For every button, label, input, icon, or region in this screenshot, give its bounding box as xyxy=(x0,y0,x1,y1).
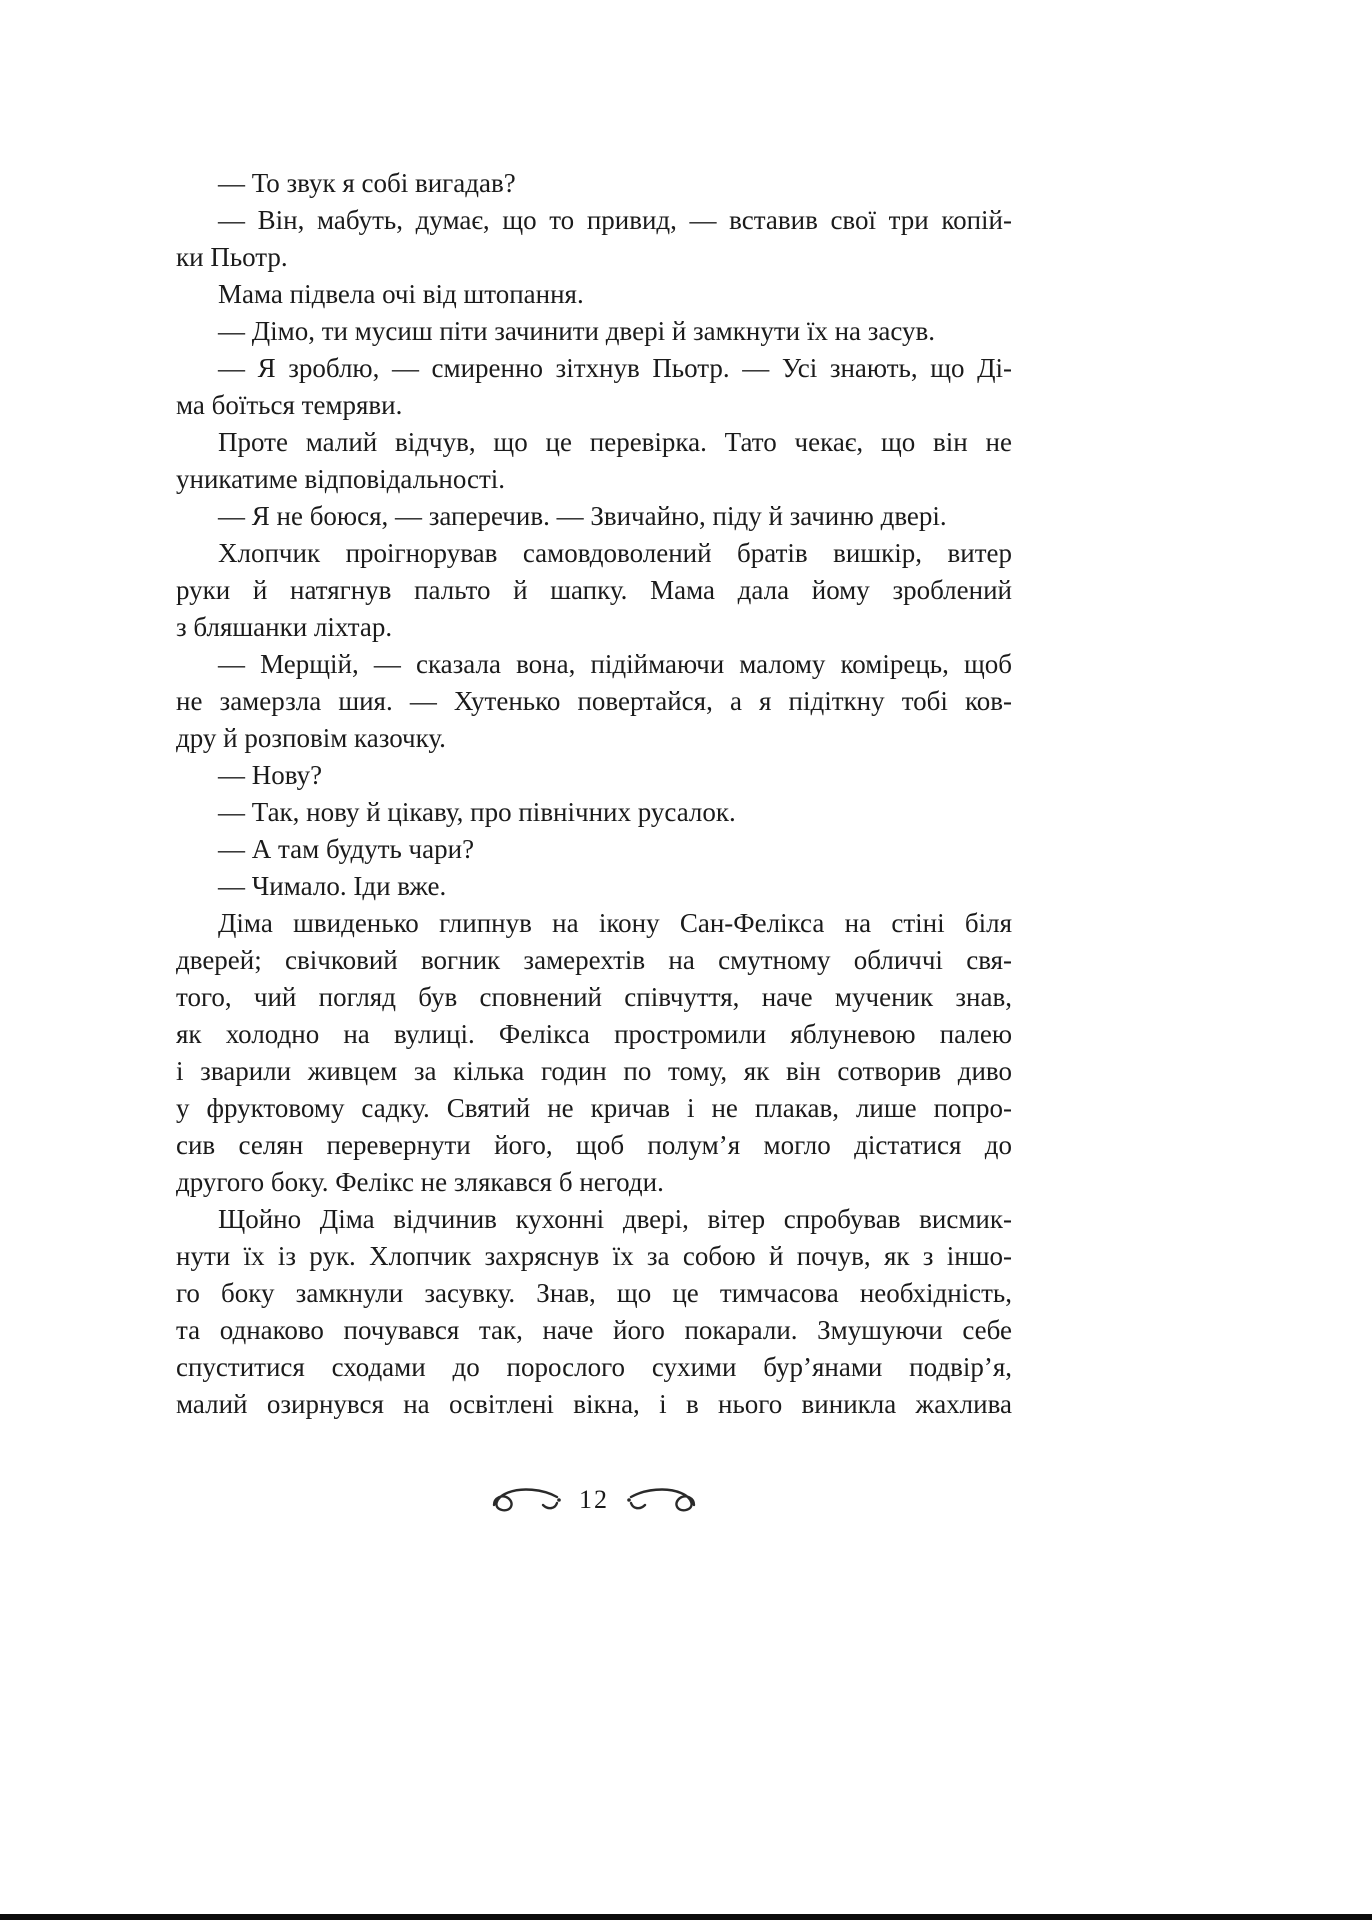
paragraph xyxy=(176,535,1012,646)
paragraph xyxy=(176,424,1012,498)
paragraph xyxy=(176,757,1012,794)
page-bottom-edge xyxy=(0,1914,1372,1920)
text-line: Проте малий відчув, що це перевірка. Тато чекає, що він не xyxy=(218,427,1012,457)
paragraph xyxy=(176,1201,1012,1423)
text-line: уникатиме відповідальності. xyxy=(176,464,506,494)
paragraph xyxy=(176,165,1012,202)
text-line: сив селян перевернути його, щоб полум’я могло дістатися до xyxy=(176,1130,1012,1160)
text-line: дру й розповім казочку. xyxy=(176,723,446,753)
text-line: та однаково почувався так, наче його покарали. Змушуючи себе xyxy=(176,1315,1012,1345)
text-line: — Я не боюся, — заперечив. — Звичайно, піду й зачиню двері. xyxy=(218,501,947,531)
flourish-right-icon xyxy=(627,1485,703,1515)
text-line: нути їх із рук. Хлопчик захряснув їх за собою й почув, як з іншо- xyxy=(176,1241,1012,1271)
text-line: як холодно на вулиці. Фелікса простромили яблуневою палею xyxy=(176,1019,1012,1049)
text-line: — А там будуть чари? xyxy=(218,834,475,864)
paragraph xyxy=(176,831,1012,868)
paragraph xyxy=(176,350,1012,424)
paragraph xyxy=(176,202,1012,276)
text-line: не замерзла шия. — Хутенько повертайся, а я підіткну тобі ков- xyxy=(176,686,1012,716)
text-line: Хлопчик проігнорував самовдоволений братів вишкір, витер xyxy=(218,538,1012,568)
text-line: — Мерщій, — сказала вона, підіймаючи малому комірець, щоб xyxy=(218,649,1012,679)
paragraph xyxy=(176,794,1012,831)
paragraph xyxy=(176,313,1012,350)
page-text-block xyxy=(176,165,1012,1515)
text-line: дверей; свічковий вогник замерехтів на смутному обличчі свя- xyxy=(176,945,1012,975)
text-line: — Нову? xyxy=(218,760,323,790)
paragraph xyxy=(176,646,1012,757)
text-line: у фруктовому садку. Святий не кричав і не плакав, лише попро- xyxy=(176,1093,1012,1123)
text-line: спуститися сходами до порослого сухими бур’янами подвір’я, xyxy=(176,1352,1012,1382)
text-line: руки й натягнув пальто й шапку. Мама дала йому зроблений xyxy=(176,575,1012,605)
flourish-left-icon xyxy=(485,1485,561,1515)
text-line: малий озирнувся на освітлені вікна, і в нього виникла жахлива xyxy=(176,1389,1012,1419)
paragraph xyxy=(176,276,1012,313)
text-line: — Дімо, ти мусиш піти зачинити двері й замкнути їх на засув. xyxy=(218,316,936,346)
page-number: 12 xyxy=(579,1485,609,1514)
text-line: ма боїться темряви. xyxy=(176,390,403,420)
paragraph xyxy=(176,498,1012,535)
page-footer xyxy=(176,1485,1012,1515)
text-line: Щойно Діма відчинив кухонні двері, вітер спробував висмик- xyxy=(218,1204,1012,1234)
text-line: і зварили живцем за кілька годин по тому, як він сотворив диво xyxy=(176,1056,1012,1086)
text-line: з бляшанки ліхтар. xyxy=(176,612,393,642)
paragraph xyxy=(176,905,1012,1201)
text-line: Мама підвела очі від штопання. xyxy=(218,279,584,309)
text-line: — То звук я собі вигадав? xyxy=(218,168,516,198)
text-line: Діма швиденько глипнув на ікону Сан-Фелікса на стіні біля xyxy=(218,908,1012,938)
text-line: — Чимало. Іди вже. xyxy=(218,871,447,901)
paragraph xyxy=(176,868,1012,905)
text-line: другого боку. Фелікс не злякався б негоди. xyxy=(176,1167,664,1197)
text-line: — Так, нову й цікаву, про північних русалок. xyxy=(218,797,736,827)
text-line: ки Пьотр. xyxy=(176,242,288,272)
text-line: того, чий погляд був сповнений співчуття, наче мученик знав, xyxy=(176,982,1012,1012)
text-line: — Він, мабуть, думає, що то привид, — вставив свої три копій- xyxy=(218,205,1012,235)
text-line: — Я зроблю, — смиренно зітхнув Пьотр. — Усі знають, що Ді- xyxy=(218,353,1012,383)
body-text xyxy=(176,165,1012,1423)
text-line: го боку замкнули засувку. Знав, що це тимчасова необхідність, xyxy=(176,1278,1012,1308)
